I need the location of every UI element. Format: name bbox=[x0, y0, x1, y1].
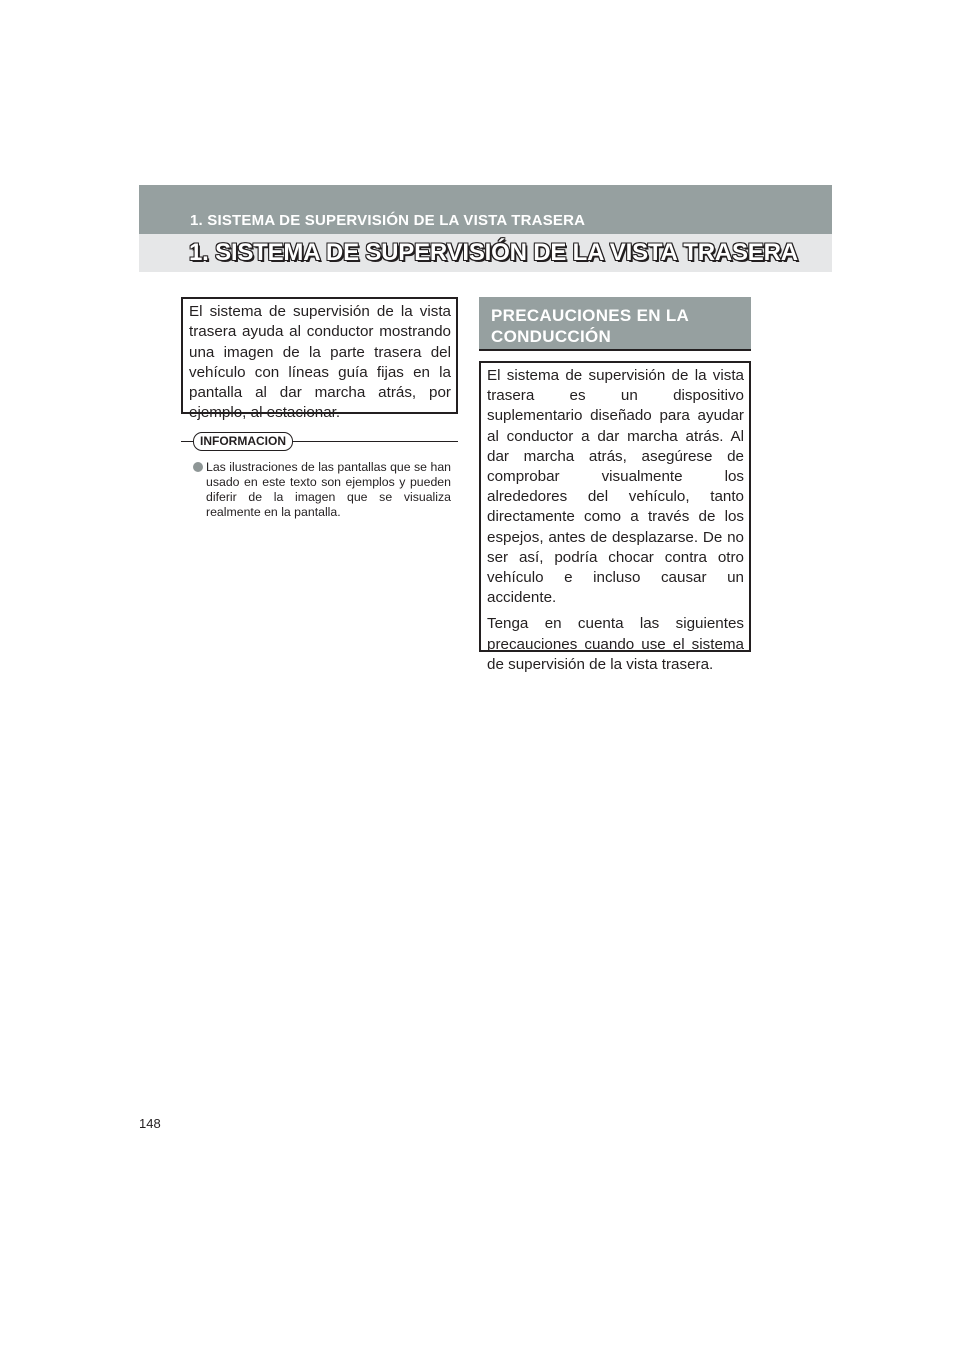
caution-title: PRECAUCIONES EN LA CONDUCCIÓN bbox=[491, 306, 689, 346]
info-tag: INFORMACION bbox=[193, 432, 293, 451]
running-header-bar bbox=[139, 185, 832, 234]
caution-paragraph: Tenga en cuenta las siguientes precauciones cuando use el sistema de supervisión de la vista trasera. bbox=[487, 615, 744, 673]
page-number: 148 bbox=[139, 1116, 161, 1131]
caution-paragraph: El sistema de supervisión de la vista trasera es un dispositivo suplementario diseñado para ayudar al conductor a dar marcha atrás. Al dar marcha atrás, asegúrese de comprobar visualmente los alrededores del vehículo, tanto directamente como a través de los espejos, antes de desplazarse. De no ser así, podría chocar contra otro vehículo e incluso causar un accidente. bbox=[487, 367, 744, 607]
bullet-icon bbox=[193, 462, 203, 472]
caution-body bbox=[479, 361, 751, 673]
section-header bbox=[139, 185, 832, 272]
section-title: 1. SISTEMA DE SUPERVISIÓN DE LA VISTA TRASERA bbox=[189, 239, 798, 266]
info-item bbox=[193, 460, 451, 520]
info-item-text: Las ilustraciones de las pantallas que se han usado en este texto son ejemplos y pueden diferir de la imagen que se visualiza realmente en la pantalla. bbox=[206, 460, 451, 519]
caution-header bbox=[479, 297, 751, 351]
intro-box: El sistema de supervisión de la vista trasera ayuda al conductor mostrando una imagen de la parte trasera del vehículo con líneas guía fijas en la pantalla al dar marcha atrás, por ejemplo, al estacionar. bbox=[181, 297, 458, 414]
running-title: 1. SISTEMA DE SUPERVISIÓN DE LA VISTA TRASERA bbox=[190, 212, 586, 229]
